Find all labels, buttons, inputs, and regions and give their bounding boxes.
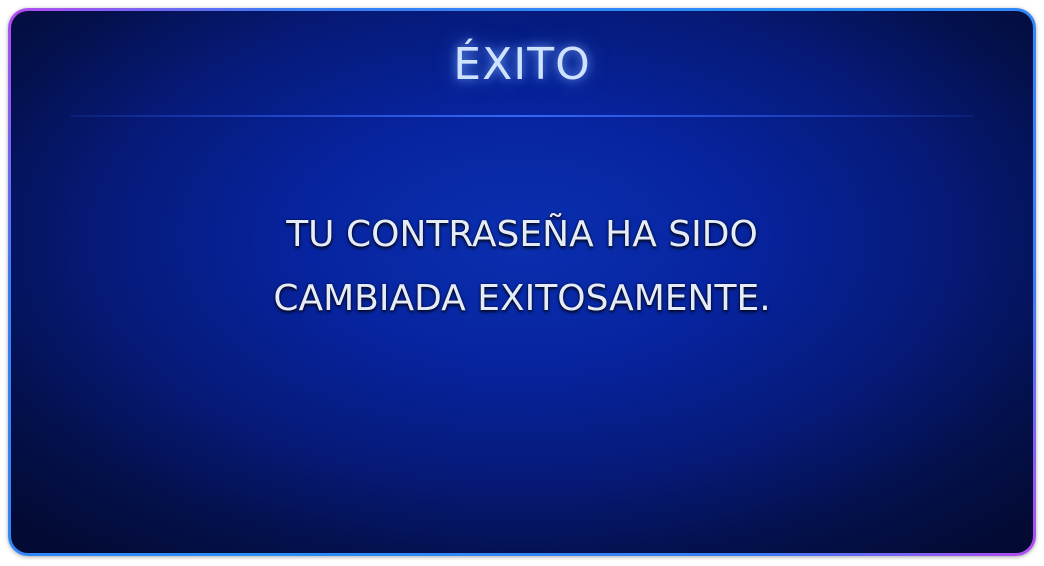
dialog-message [11,203,1033,331]
message-line-1: TU CONTRASEÑA HA SIDO [286,214,758,255]
success-dialog [8,8,1036,556]
title-divider [71,115,973,117]
dialog-body [11,11,1033,553]
message-line-2: CAMBIADA EXITOSAMENTE. [273,278,771,319]
dialog-title: ÉXITO [453,39,591,90]
